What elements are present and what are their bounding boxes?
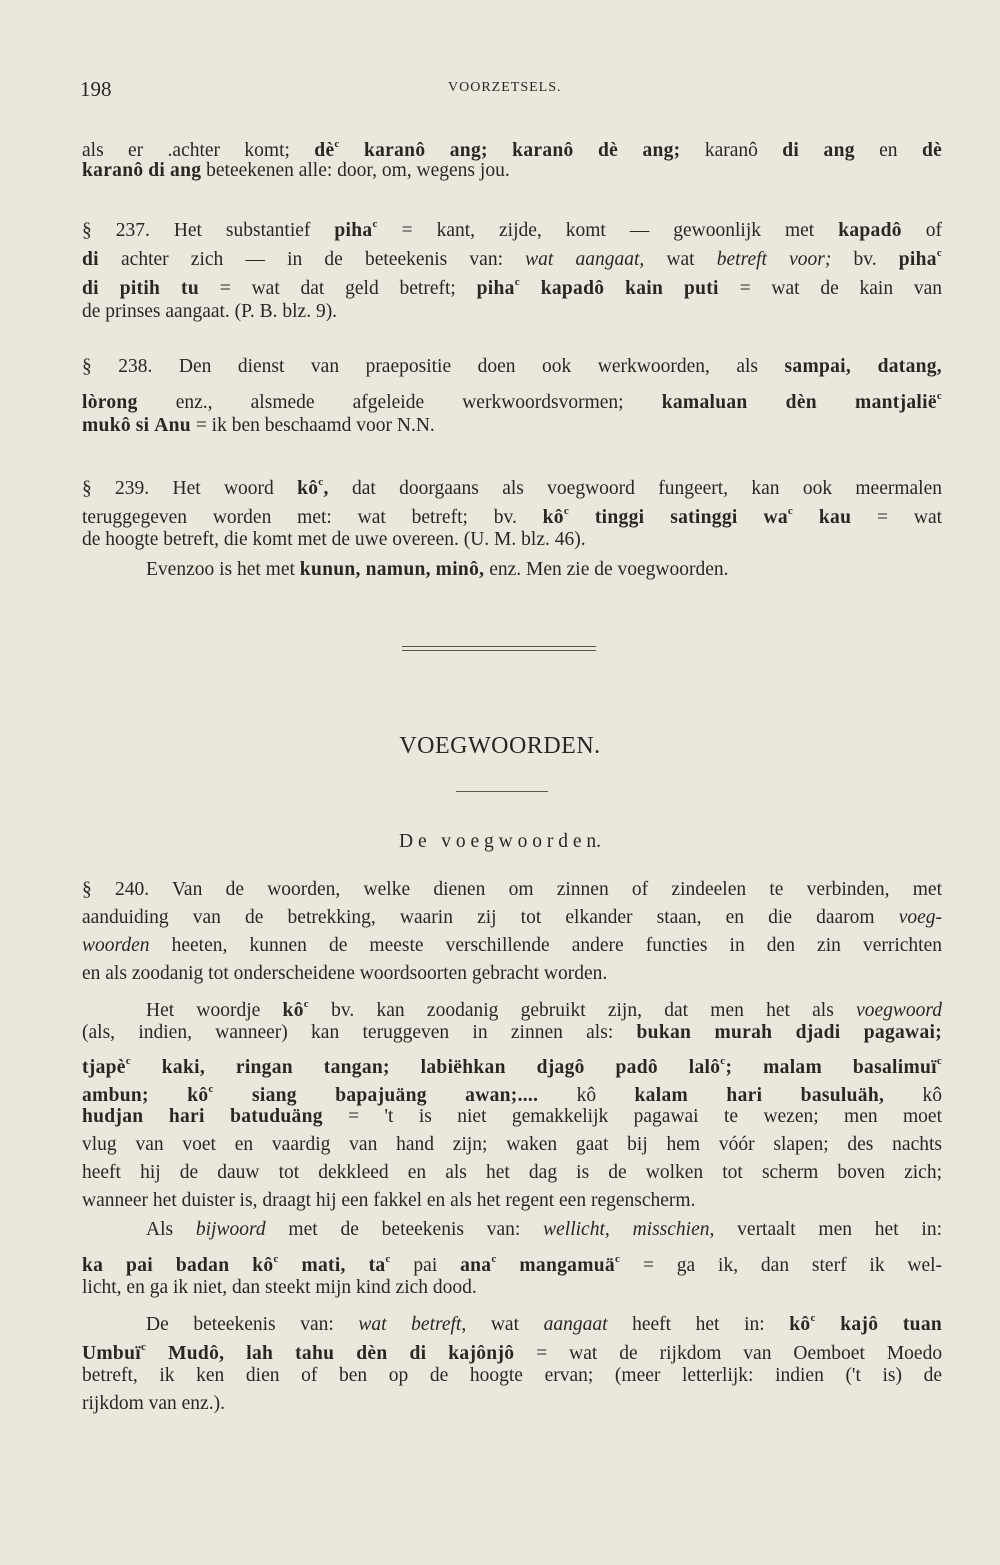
text-line: karanô di ang beteekenen alle: door, om, wegens jou. [82, 160, 510, 181]
text-line: betreft, ik ken dien of ben op de hoogte ervan; (meer letterlijk: indien ('t is) de [82, 1365, 942, 1386]
text-line: di pitih tu = wat dat geld betreft; piha$^c$ kapadô kain puti = wat de kain van [82, 276, 943, 299]
text-line: Het woordje $kô^c$ bv. kan zoodanig gebruikt zijn, dat men het als voegwoord [146, 998, 942, 1021]
page-number: 198 [80, 77, 112, 101]
text-line: Umbuï$^c$ Mudô, lah tahu dèn di kajônjô = wat de rijkdom van Oemboet Moedo [82, 1341, 943, 1364]
heading-rule [456, 791, 548, 792]
text-line: de hoogte betreft, die komt met de uwe overeen. (U. M. blz. 46). [82, 529, 586, 550]
text-line: licht, en ga ik niet, dan steekt mijn kind zich dood. [82, 1277, 477, 1298]
text-line: § 239. Het woord $kô^c$, dat doorgaans als voegwoord fungeert, kan ook meermalen [82, 476, 942, 499]
text-line: mukô si Anu = ik ben beschaamd voor N.N. [82, 415, 435, 436]
text-line: tjapè$^c$ kaki, ringan tangan; labiëhkan djagô padô lalô$^c$; malam basalimuï$^c$ [82, 1055, 943, 1078]
section-subheading: D e v o e g w o o r d e n. [399, 831, 601, 852]
text-line: en als zoodanig tot onderscheidene woordsoorten gebracht worden. [82, 963, 608, 984]
text-line: ka pai badan $kô^c$ mati, $ta^c$ pai ana$^c$ mangamuä$^c$ = ga ik, dan sterf ik wel- [82, 1253, 943, 1276]
text-line: De beteekenis van: wat betreft, wat aangaat heeft het in: $kô^c$ kajô tuan [146, 1312, 943, 1335]
text-line: § 237. Het substantief piha$^c$ = kant, zijde, komt — gewoonlijk met kapadô of [82, 218, 942, 241]
text-line: aanduiding van de betrekking, waarin zij tot elkander staan, en die daarom voeg- [82, 907, 942, 928]
text-line: Als bijwoord met de beteekenis van: wellicht, misschien, vertaalt men het in: [146, 1219, 943, 1240]
text-line: rijkdom van enz.). [82, 1393, 225, 1414]
text-line: als er .achter komt; $dè^c$ karanô ang; karanô dè ang; karanô di ang en dè [82, 138, 943, 161]
text-line: heeft hij de dauw tot dekkleed en als het dag is de wolken tot scherm boven zich; [82, 1162, 942, 1183]
text-line: vlug van voet en vaardig van hand zijn; waken gaat bij hem vóór slapen; des nachts [82, 1134, 942, 1155]
text-line: ambun; $kô^c$ siang bapajuäng awan;.... kô kalam hari basuluäh, kô [82, 1083, 943, 1106]
text-line: (als, indien, wanneer) kan teruggeven in zinnen als: bukan murah djadi pagawai; [82, 1022, 943, 1043]
running-title: VOORZETSELS. [448, 80, 562, 95]
section-heading: VOEGWOORDEN. [399, 733, 601, 759]
text-line: hudjan hari batuduäng = 't is niet gemakkelijk pagawai te wezen; men moet [82, 1106, 942, 1127]
text-line: woorden heeten, kunnen de meeste verschillende andere functies in den zin verrichten [82, 935, 942, 956]
section-divider [402, 646, 596, 647]
text-line: Evenzoo is het met kunun, namun, minô, enz. Men zie de voegwoorden. [146, 559, 729, 580]
text-line: de prinses aangaat. (P. B. blz. 9). [82, 301, 338, 322]
text-line: di achter zich — in de beteekenis van: wat aangaat, wat betreft voor; bv. piha$^c$ [82, 247, 943, 270]
text-line: teruggegeven worden met: wat betreft; bv. $kô^c$ tinggi satinggi $wa^c$ kau = wat [82, 505, 943, 528]
text-line: § 240. Van de woorden, welke dienen om zinnen of zindeelen te verbinden, met [82, 879, 942, 900]
section-divider [402, 650, 596, 651]
text-line: § 238. Den dienst van praepositie doen ook werkwoorden, als sampai, datang, [82, 356, 942, 377]
text-line: lòrong enz., alsmede afgeleide werkwoordsvormen; kamaluan dèn mantjalië$^c$ [82, 390, 942, 413]
text-line: wanneer het duister is, draagt hij een fakkel en als het regent een regenscherm. [82, 1190, 696, 1211]
